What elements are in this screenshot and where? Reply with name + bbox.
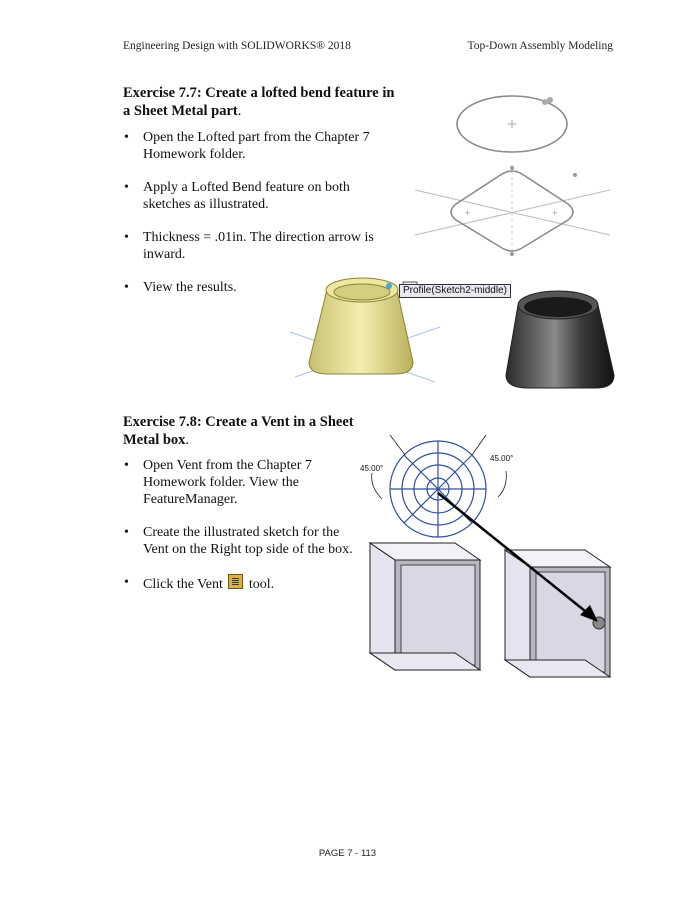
list-item: • Create the illustrated sketch for the Vent on the Right top side of the box. [123, 524, 358, 558]
angle-right-label: 45.00° [490, 454, 514, 463]
exercise-7-8-steps [123, 457, 358, 593]
vent-tool-icon [228, 574, 243, 589]
result-inner [524, 297, 592, 317]
exercise-7-7-steps [123, 129, 398, 296]
list-item: • Open Vent from the Chapter 7 Homework folder. View the FeatureManager. [123, 457, 358, 508]
exercise-7-8-title [123, 413, 363, 449]
dimension-line [472, 435, 486, 455]
rounded-diamond-sketch [410, 160, 610, 260]
exercise-7-7-title-end: . [237, 103, 242, 119]
exercise-7-7-title-text: Exercise 7.7: Create a lofted bend feature in a Sheet Metal part [123, 85, 395, 119]
exercise-7-7-title [123, 84, 403, 120]
sketch-point [510, 166, 514, 170]
list-item: • Apply a Lofted Bend feature on both sketches as illustrated. [123, 179, 398, 213]
sketch-point [510, 252, 514, 256]
list-item: • Open the Lofted part from the Chapter 7 Homework folder. [123, 129, 398, 163]
profile-callout-label: Profile(Sketch2-middle) [399, 284, 511, 298]
angle-left-label: 45.00° [360, 464, 384, 473]
sketch-point [547, 97, 553, 103]
header-chapter-title: Top-Down Assembly Modeling [467, 40, 613, 52]
angle-arc [372, 473, 382, 499]
exercise-7-8-title-text: Exercise 7.8: Create a Vent in a Sheet Metal box [123, 414, 354, 448]
box-side [370, 543, 395, 670]
vent-step-text-end: tool. [248, 577, 275, 592]
lofted-bend-result [500, 280, 625, 405]
sketch-point [573, 173, 577, 177]
lofted-body [309, 290, 413, 374]
arrow-line [438, 493, 590, 615]
handle-point [386, 283, 392, 289]
list-item [123, 574, 358, 593]
inner-opening [334, 284, 390, 300]
page-number: PAGE 7 - 113 [318, 848, 377, 859]
vent-arrow [430, 485, 630, 635]
list-item: • Thickness = .01in. The direction arrow is inward. [123, 229, 398, 263]
vent-step-text: Click the Vent [143, 577, 223, 592]
plus-mark: + [465, 208, 471, 218]
plus-mark: + [552, 208, 558, 218]
dimension-line [390, 435, 405, 455]
top-ellipse-sketch [450, 92, 580, 162]
header-book-title: Engineering Design with SOLIDWORKS® 2018 [123, 40, 351, 52]
list-item: • View the results. [123, 279, 398, 296]
exercise-7-8-title-end: . [185, 432, 190, 448]
